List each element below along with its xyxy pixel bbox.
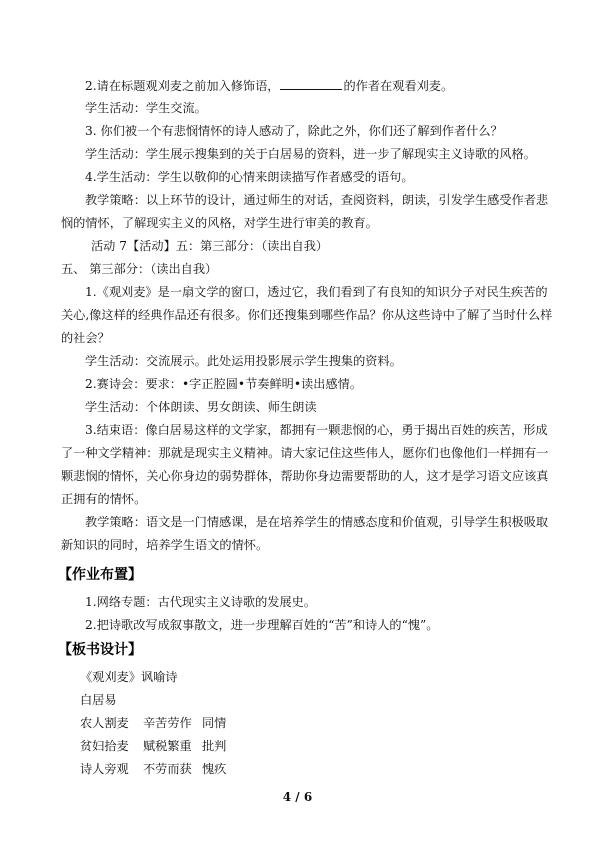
text-line: 学生活动：学生展示搜集到的关于白居易的资料，进一步了解现实主义诗歌的风格。 (85, 147, 536, 161)
text-line: 正拥有的情怀。 (61, 492, 147, 506)
board-cell: 不劳而获 (143, 762, 192, 776)
board-author: 白居易 (80, 693, 117, 707)
question-2-line (85, 77, 453, 94)
section-title: 五、 第三部分：（读出自我） (61, 262, 218, 276)
homework-item: 1.网络专题：古代现实主义诗歌的发展史。 (85, 595, 317, 609)
board-cell: 同情 (202, 716, 227, 730)
board-cell: 贫妇拾麦 (80, 739, 129, 753)
board-heading: 【板书设计】 (58, 642, 142, 658)
text-line: 学生活动：学生交流。 (85, 101, 207, 115)
homework-item: 2.把诗歌改写成叙事散文，进一步理解百姓的“苦”和诗人的“愧”。 (85, 618, 439, 632)
fill-in-blank (280, 77, 342, 90)
text-line: 学生活动：交流展示。此处运用投影展示学生搜集的资料。 (85, 354, 402, 368)
text-line: 了一种文学精神：那就是现实主义精神。请大家记住这些伟人，愿你们也像他们一样拥有一 (61, 446, 549, 460)
text-line: 颗悲悯的情怀，关心你身边的弱势群体，帮助你身边需要帮助的人，这才是学习语文应该真 (61, 469, 549, 483)
activity-title: 活动 7【活动】五：第三部分：（读出自我） (91, 239, 329, 253)
board-cell: 愧疚 (202, 762, 227, 776)
board-cell: 农人割麦 (80, 716, 129, 730)
text-line: 关心,像这样的经典作品还有很多。你们还搜集到哪些作品？你从这些诗中了解了当时什么样 (61, 308, 553, 322)
text-line: 教学策略：以上环节的设计，通过师生的对话，查阅资料，朗读，引发学生感受作者悲 (85, 193, 549, 207)
page-number: 4 / 6 (282, 790, 313, 804)
text-line: 学生活动：个体朗读、男女朗读、师生朗读 (85, 400, 317, 414)
text-line: 4.学生活动：学生以敬仰的心情来朗读描写作者感受的语句。 (85, 170, 414, 184)
text-line: 3. 你们被一个有悲悯情怀的诗人感动了，除此之外，你们还了解到作者什么？ (85, 124, 503, 138)
text-line: 新知识的同时，培养学生语文的情怀。 (61, 538, 269, 552)
board-cell: 诗人旁观 (80, 762, 129, 776)
text-line: 悯的情怀，了解现实主义的风格，对学生进行审美的教育。 (61, 216, 378, 230)
board-cell: 赋税繁重 (143, 739, 192, 753)
text-line: 1.《观刈麦》是一扇文学的窗口，透过它，我们看到了有良知的知识分子对民生疾苦的 (85, 285, 548, 299)
board-cell: 批判 (202, 739, 227, 753)
question-2-suffix: 的作者在观看刈麦。 (343, 79, 454, 93)
question-2-prefix: 2.请在标题观刈麦之前加入修饰语， (85, 79, 280, 93)
homework-heading: 【作业布置】 (58, 567, 142, 583)
text-line: 的社会？ (61, 331, 110, 345)
text-line: 3.结束语：像白居易这样的文学家，都拥有一颗悲悯的心，勇于揭出百姓的疾苦，形成 (85, 423, 548, 437)
text-line: 2.赛诗会：要求：•字正腔圆•节奏鲜明•读出感情。 (85, 377, 362, 391)
text-line: 教学策略：语文是一门情感课，是在培养学生的情感态度和价值观，引导学生积极吸取 (85, 515, 549, 529)
board-title: 《观刈麦》讽喻诗 (80, 670, 178, 684)
board-cell: 辛苦劳作 (143, 716, 192, 730)
